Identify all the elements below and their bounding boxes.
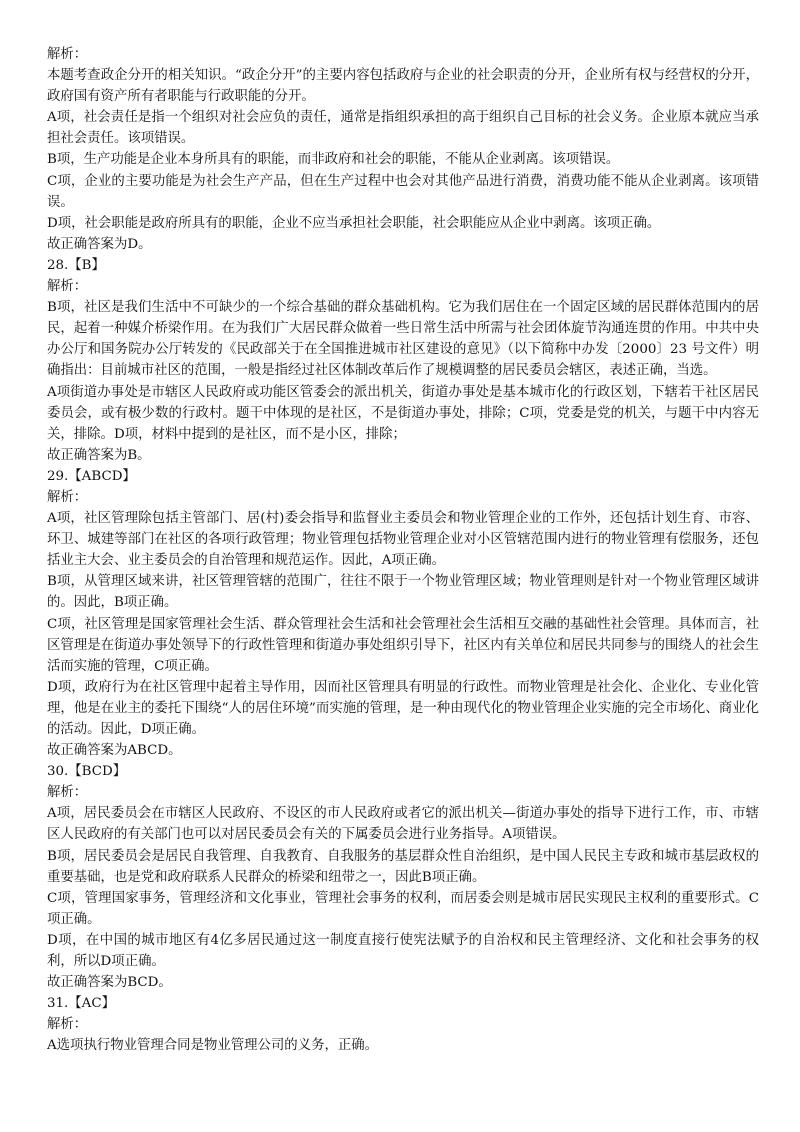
paragraph: B项，居民委员会是居民自我管理、自我教育、自我服务的基层群众性自治组织，是中国人民民主专政和城市基层政权的重要基础，也是党和政府联系人民群众的桥梁和纽带之一，因此B项正确。 bbox=[47, 848, 759, 885]
question-answer-heading: 29.【ABCD】 bbox=[47, 468, 136, 484]
paragraph: D项，社会职能是政府所具有的职能，企业不应当承担社会职能，社会职能应从企业中剥离。该项正确。 bbox=[47, 215, 661, 231]
paragraph: C项，企业的主要功能是为社会生产产品，但在生产过程中也会对其他产品进行消费，消费功能不能从企业剥离。该项错误。 bbox=[47, 173, 759, 210]
paragraph: B项，从管理区域来讲，社区管理管辖的范围广，往往不限于一个物业管理区域；物业管理则是针对一个物业管理区域讲的。因此，B项正确。 bbox=[47, 574, 759, 611]
analysis-label: 解析： bbox=[47, 1017, 88, 1033]
paragraph: A项街道办事处是市辖区人民政府或功能区管委会的派出机关，街道办事处是基本城市化的行政区划，下辖若干社区居民委员会，或有极少数的行政村。题干中体现的是社区，不是街道办事处，排除；C项，党委是党的机关，与题干中内容无关，排除。D项，材料中提到的是社区，而不是小区，排除； bbox=[47, 384, 759, 442]
question-answer-heading: 31.【AC】 bbox=[47, 996, 115, 1012]
paragraph: C项，管理国家事务，管理经济和文化事业，管理社会事务的权利，而居委会则是城市居民实现民主权利的重要形式。C项正确。 bbox=[47, 890, 759, 927]
paragraph: A项，社区管理除包括主管部门、居(村)委会指导和监督业主委员会和物业管理企业的工作外，还包括计划生育、市容、环卫、城建等部门在社区的各项行政管理；物业管理包括物业管理企业对小区管辖范围内进行的物业管理有偿服务，还包括业主大会、业主委员会的自治管理和规范运作。因此，A项正确。 bbox=[47, 511, 759, 569]
question-answer-heading: 30.【BCD】 bbox=[47, 764, 127, 780]
paragraph: C项，社区管理是国家管理社会生活、群众管理社会生活和社会管理社会生活相互交融的基础性社会管理。具体而言，社区管理是在街道办事处领导下的行政性管理和街道办事处组织引导下，社区内有关单位和居民共同参与的围绕人的社会生活而实施的管理，C项正确。 bbox=[47, 616, 759, 674]
paragraph: A项，社会责任是指一个组织对社会应负的责任，通常是指组织承担的高于组织自己目标的社会义务。企业原本就应当承担社会责任。该项错误。 bbox=[47, 110, 759, 147]
conclusion: 故正确答案为B。 bbox=[47, 447, 151, 463]
analysis-label: 解析： bbox=[47, 279, 88, 295]
conclusion: 故正确答案为BCD。 bbox=[47, 975, 172, 991]
paragraph: A项，居民委员会在市辖区人民政府、不设区的市人民政府或者它的派出机关—街道办事处的指导下进行工作，市、市辖区人民政府的有关部门也可以对居民委员会有关的下属委员会进行业务指导。A项错误。 bbox=[47, 806, 759, 843]
question-answer-heading: 28.【B】 bbox=[47, 257, 105, 273]
analysis-label: 解析： bbox=[47, 489, 88, 505]
conclusion: 故正确答案为ABCD。 bbox=[47, 743, 182, 759]
paragraph: D项，政府行为在社区管理中起着主导作用，因而社区管理具有明显的行政性。而物业管理是社会化、企业化、专业化管理，他是在业主的委托下围绕“人的居住环境”而实施的管理，是一种由现代化的物业管理企业实施的完全市场化、商业化的活动。因此，D项正确。 bbox=[47, 679, 759, 737]
conclusion: 故正确答案为D。 bbox=[47, 236, 152, 252]
paragraph: B项，生产功能是企业本身所具有的职能，而非政府和社会的职能，不能从企业剥离。该项错误。 bbox=[47, 152, 620, 168]
paragraph: 本题考查政企分开的相关知识。“政企分开”的主要内容包括政府与企业的社会职责的分开，企业所有权与经营权的分开，政府国有资产所有者职能与行政职能的分开。 bbox=[47, 68, 759, 105]
paragraph: A选项执行物业管理合同是物业管理公司的义务，正确。 bbox=[47, 1038, 379, 1054]
paragraph: B项，社区是我们生活中不可缺少的一个综合基础的群众基础机构。它为我们居住在一个固定区域的居民群体范围内的居民，起着一种媒介桥梁作用。在为我们广大居民群众做着一些日常生活中所需与社会团体旋节沟通连贯的作用。中共中央办公厅和国务院办公厅转发的《民政部关于在全国推进城市社区建设的意见》（以下简称中办发〔2000〕23 号文件）明确指出：目前城市社区的范围，一般是指经过社区体制改革后作了规模调整的居民委员会辖区，表述正确，当选。 bbox=[47, 300, 759, 379]
paragraph: D项，在中国的城市地区有4亿多居民通过这一制度直接行使宪法赋予的自治权和民主管理经济、文化和社会事务的权利，所以D项正确。 bbox=[47, 932, 759, 970]
document-page bbox=[47, 44, 759, 1057]
analysis-label: 解析： bbox=[47, 47, 88, 62]
analysis-label: 解析： bbox=[47, 785, 88, 801]
